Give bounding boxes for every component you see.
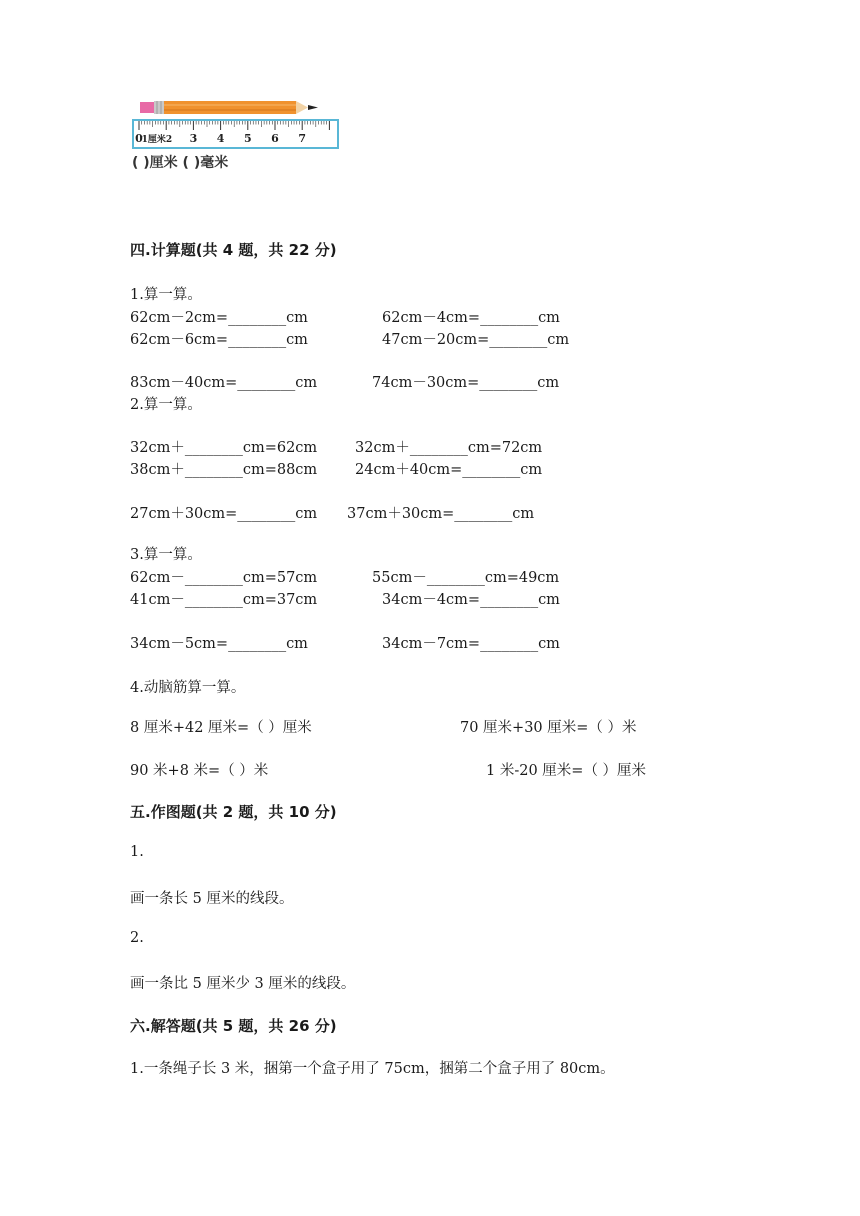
- q1-item-5: 83cm－40cm=________cm: [130, 375, 318, 391]
- section6-title: 六.解答题(共 5 题，共 26 分): [130, 1017, 337, 1035]
- q2-item-4: 24cm＋40cm=________cm: [355, 462, 543, 478]
- pencil-lead: [308, 105, 318, 110]
- ruler-number: 5: [243, 132, 252, 145]
- s5-q2-number: 2.: [130, 930, 144, 946]
- q3-label: 3.算一算。: [130, 547, 202, 563]
- s6-q1-text: 1.一条绳子长 3 米，捆第一个盒子用了 75cm，捆第二个盒子用了 80cm。: [130, 1061, 615, 1077]
- q3-item-2: 55cm－________cm=49cm: [372, 570, 560, 586]
- q3-item-6: 34cm－7cm=________cm: [382, 636, 560, 652]
- pencil-wood-tip: [296, 101, 308, 114]
- q4-item-4: 1 米-20 厘米=（ ）厘米: [486, 763, 647, 779]
- ruler-number: 0: [135, 132, 143, 145]
- q1-item-6: 74cm－30cm=________cm: [372, 375, 560, 391]
- ruler-pencil-figure: [128, 96, 346, 180]
- q4-item-1: 8 厘米+42 厘米=（ ）厘米: [130, 720, 312, 736]
- q3-item-1: 62cm－________cm=57cm: [130, 570, 318, 586]
- pencil-body: [164, 101, 296, 114]
- q2-item-1: 32cm＋________cm=62cm: [130, 440, 318, 456]
- q3-item-3: 41cm－________cm=37cm: [130, 592, 318, 608]
- s5-q1-number: 1.: [130, 844, 144, 860]
- q2-item-6: 37cm＋30cm=________cm: [347, 506, 535, 522]
- q2-item-3: 38cm＋________cm=88cm: [130, 462, 318, 478]
- q1-item-2: 62cm－4cm=________cm: [382, 310, 560, 326]
- q2-item-5: 27cm＋30cm=________cm: [130, 506, 318, 522]
- pencil-eraser: [140, 102, 154, 113]
- section5-title: 五.作图题(共 2 题，共 10 分): [130, 803, 337, 821]
- ruler-answer-text: ( )厘米 ( )毫米: [132, 155, 229, 171]
- q2-item-2: 32cm＋________cm=72cm: [355, 440, 543, 456]
- q4-item-2: 70 厘米+30 厘米=（ ）米: [460, 720, 637, 736]
- pencil-ferrule: [154, 101, 164, 114]
- q1-item-4: 47cm－20cm=________cm: [382, 332, 570, 348]
- ruler-number: 6: [271, 132, 279, 145]
- q3-item-4: 34cm－4cm=________cm: [382, 592, 560, 608]
- ruler-number: 4: [216, 132, 225, 145]
- q4-label: 4.动脑筋算一算。: [130, 680, 246, 696]
- ruler-number: 7: [298, 132, 307, 145]
- q3-item-5: 34cm－5cm=________cm: [130, 636, 308, 652]
- s5-q1-text: 画一条长 5 厘米的线段。: [130, 891, 294, 907]
- q1-label: 1.算一算。: [130, 287, 202, 303]
- section4-title: 四.计算题(共 4 题，共 22 分): [130, 241, 337, 259]
- ruler-number: 1厘米2: [141, 135, 173, 145]
- s5-q2-text: 画一条比 5 厘米少 3 厘米的线段。: [130, 976, 356, 992]
- q4-item-3: 90 米+8 米=（ ）米: [130, 763, 269, 779]
- q1-item-1: 62cm－2cm=________cm: [130, 310, 308, 326]
- q1-item-3: 62cm－6cm=________cm: [130, 332, 308, 348]
- ruler-number: 3: [189, 132, 198, 145]
- q2-label: 2.算一算。: [130, 397, 202, 413]
